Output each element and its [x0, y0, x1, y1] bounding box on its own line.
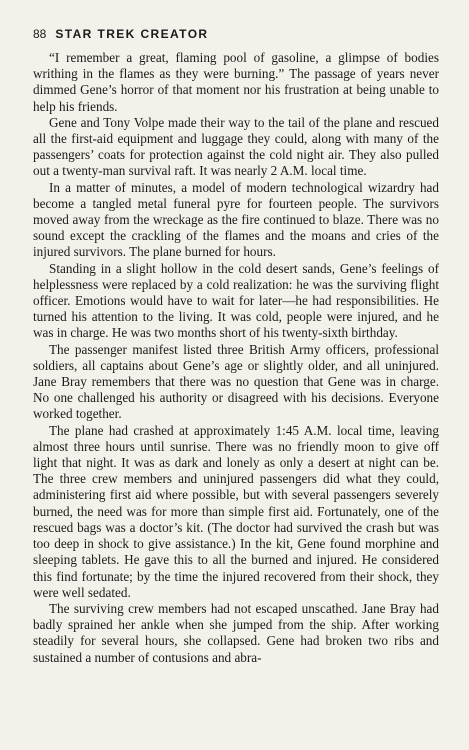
paragraph: Gene and Tony Volpe made their way to the tail of the plane and rescued all the first-aid equipment and luggage they could, along with many of the passengers’ coats for protection against the cold night air. They also pulled out a twenty-man survival raft. It was nearly 2 A.M. local time.: [33, 114, 439, 179]
paragraph: The plane had crashed at approximately 1:45 A.M. local time, leaving almost three hours until sunrise. There was no friendly moon to give off light that night. It was as dark and lonely as only a desert at night can be. The three crew members and uninjured passengers did what they could, administering first aid where possible, but with several passengers severely burned, the need was for more than simple first aid. Fortunately, one of the rescued bags was a doctor’s kit. (The doctor had survived the crash but was too deep in shock to give assistance.) In the kit, Gene found morphine and sleeping tablets. He gave this to all the burned and injured. He considered this find fortunate; by the time the injured recovered from their shock, they were well sedated.: [33, 422, 439, 600]
page-number: 88: [33, 27, 47, 41]
running-title: STAR TREK CREATOR: [55, 27, 209, 41]
paragraph: The passenger manifest listed three British Army officers, professional soldiers, all captains about Gene’s age or slightly older, and all uninjured. Jane Bray remembers that there was no question that Gene was in charge. No one challenged his authority or disagreed with his decisions. Everyone worked together.: [33, 341, 439, 422]
paragraph: “I remember a great, flaming pool of gasoline, a glimpse of bodies writhing in the flames as they were burning.” The passage of years never dimmed Gene’s horror of that moment nor his frustration at being unable to help his friends.: [33, 50, 439, 114]
paragraph: In a matter of minutes, a model of modern technological wizardry had become a tangled metal funeral pyre for fourteen people. The survivors moved away from the wreckage as the fire continued to blaze. There was no sound except the crackling of the flames and the moans and cries of the injured survivors. The plane burned for hours.: [33, 179, 439, 260]
paragraph: The surviving crew members had not escaped unscathed. Jane Bray had badly sprained her ankle when she jumped from the ship. After working steadily for several hours, she collapsed. Gene had broken two ribs and sustained a number of contusions and abra-: [33, 600, 439, 665]
paragraph: Standing in a slight hollow in the cold desert sands, Gene’s feelings of helplessness were replaced by a cold realization: he was the surviving flight officer. Emotions would have to wait for later—he had responsibilities. He turned his attention to the living. It was cold, people were injured, and he was in charge. He was two months short of his twenty-sixth birthday.: [33, 260, 439, 341]
body-text: [33, 50, 439, 666]
running-head: [33, 27, 209, 43]
